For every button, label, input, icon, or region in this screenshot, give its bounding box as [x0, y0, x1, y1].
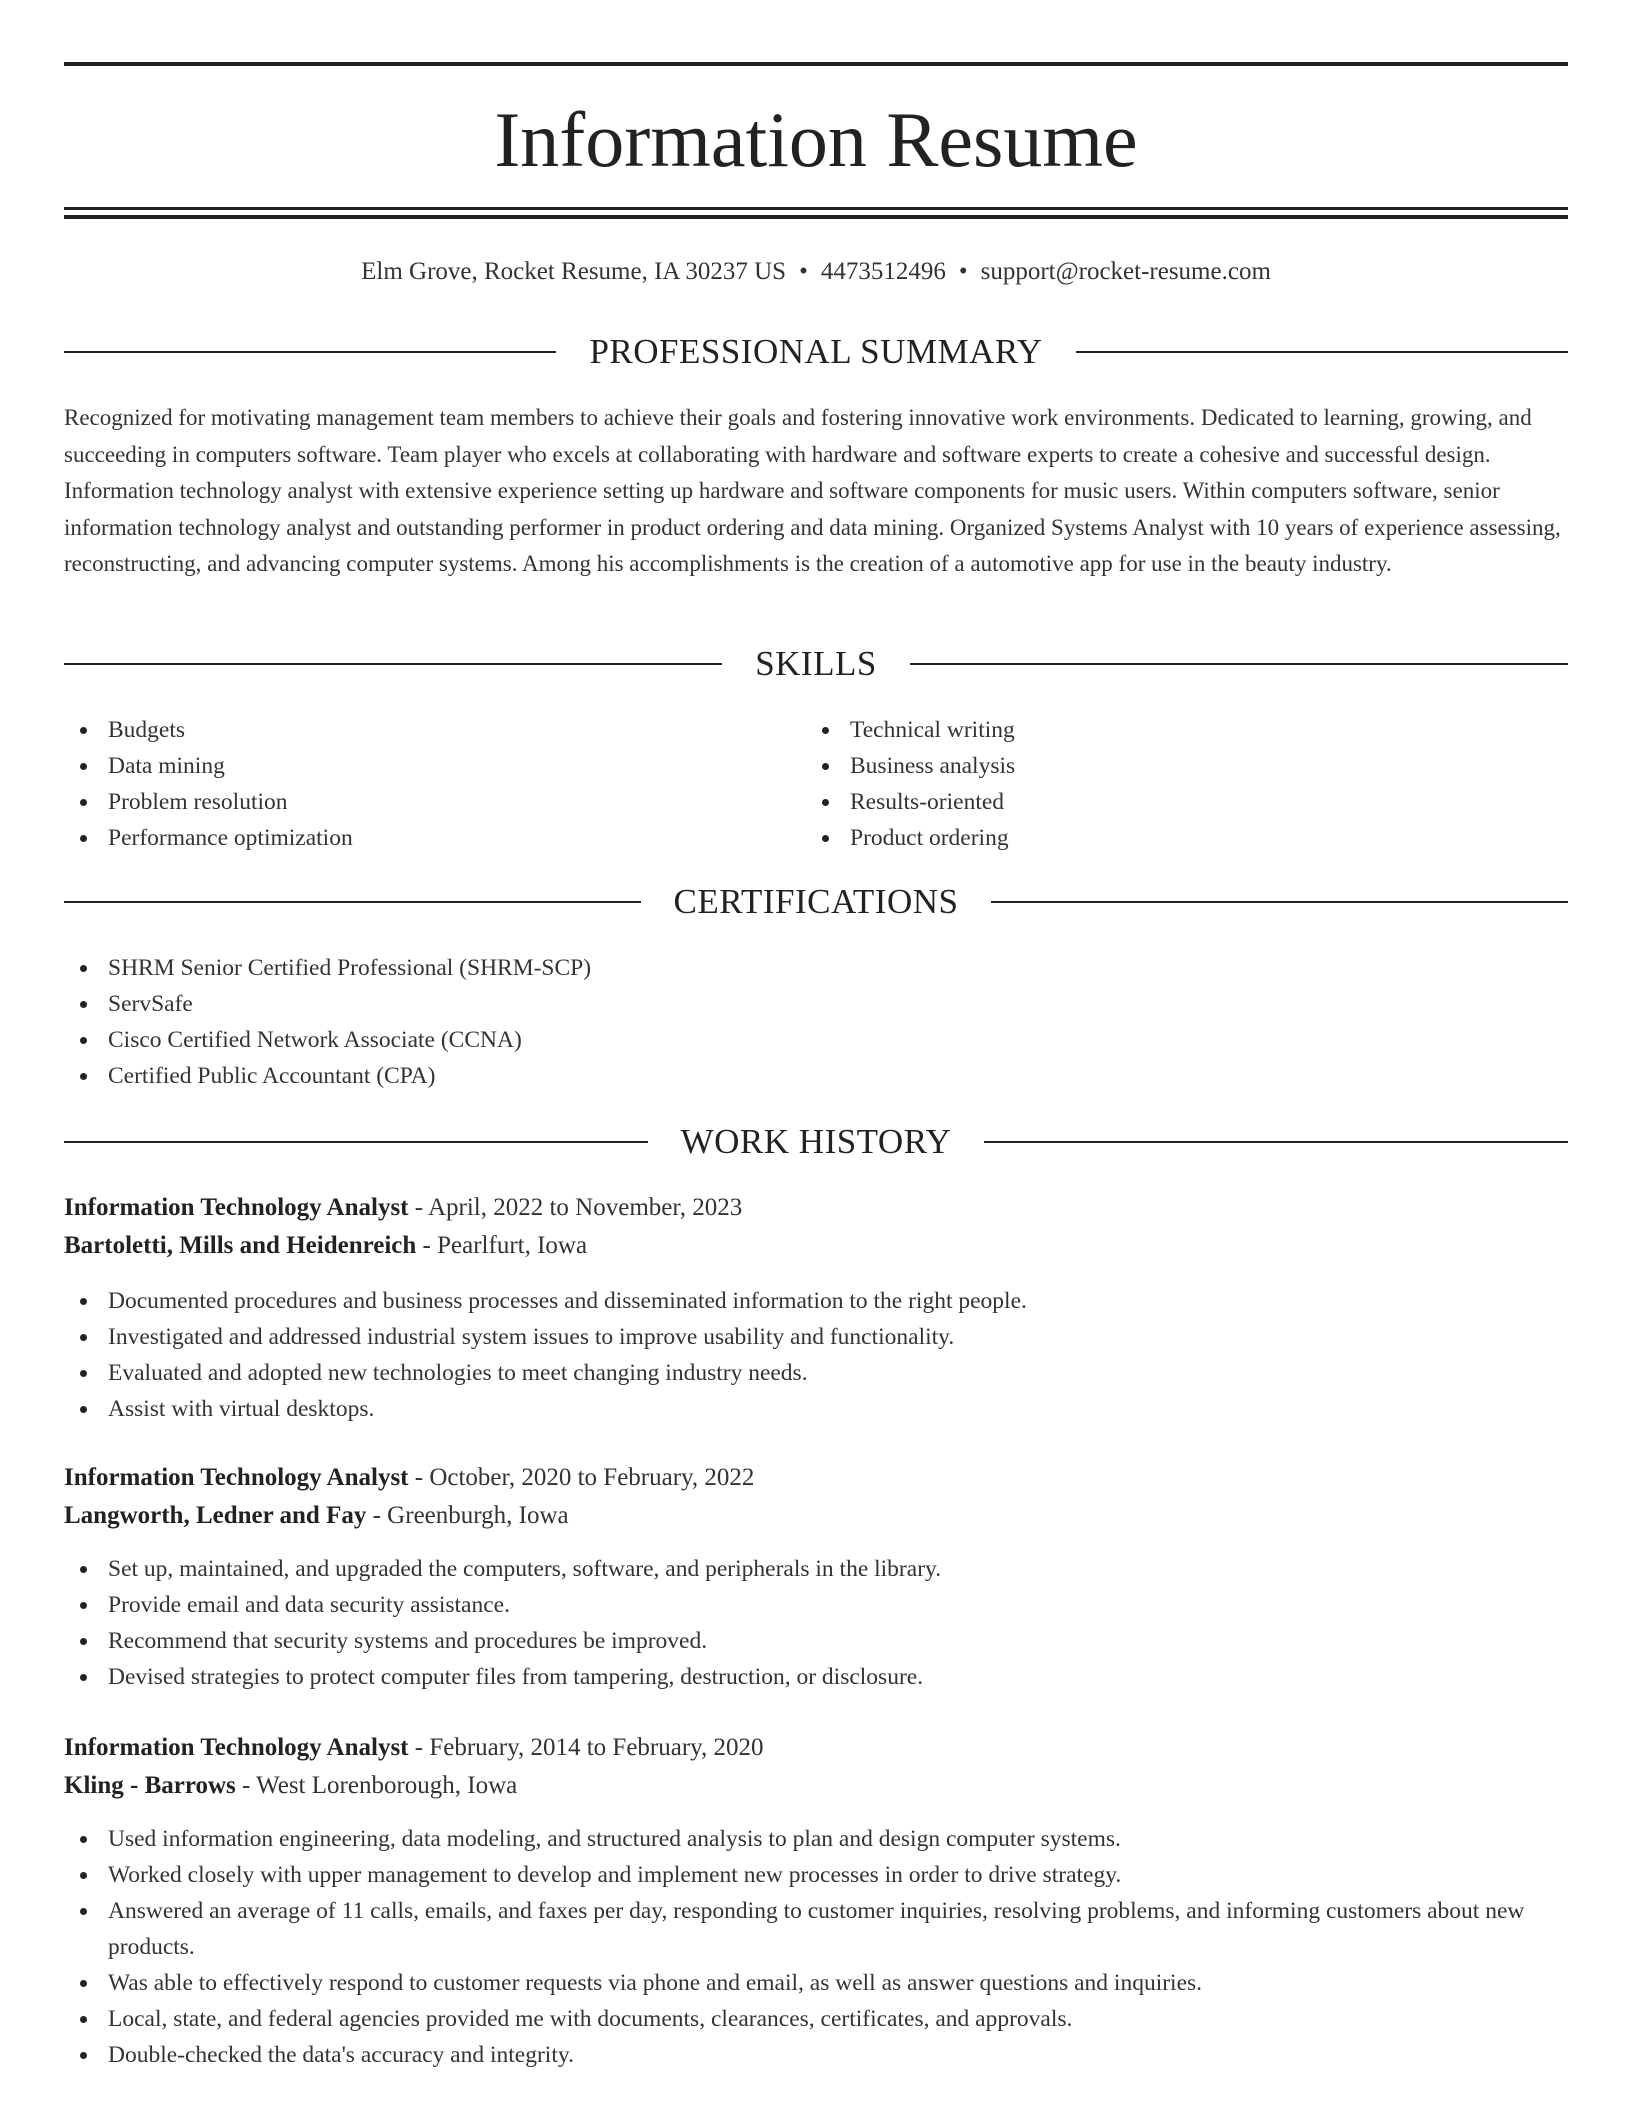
- contact-line: [64, 254, 1568, 290]
- skill-item: Problem resolution: [64, 784, 804, 820]
- job-bullet: Evaluated and adopted new technologies to meet changing industry needs.: [64, 1355, 1568, 1391]
- skills-list-right: [806, 712, 1546, 856]
- job-bullet: Used information engineering, data modeling, and structured analysis to plan and design computer systems.: [64, 1821, 1568, 1857]
- divider-line: [64, 351, 556, 353]
- job-location: - West Lorenborough, Iowa: [242, 1772, 518, 1799]
- section-heading-summary: [64, 330, 1568, 374]
- skill-item: Results-oriented: [806, 784, 1546, 820]
- job-dates: - October, 2020 to February, 2022: [414, 1464, 755, 1491]
- job-employer: Langworth, Ledner and Fay: [64, 1502, 367, 1529]
- section-title: WORK HISTORY: [680, 1122, 952, 1161]
- job-employer-line: [64, 1768, 1568, 1804]
- skill-item: Budgets: [64, 712, 804, 748]
- skill-item: Performance optimization: [64, 820, 804, 856]
- skill-item: Business analysis: [806, 748, 1546, 784]
- section-heading-certifications: [64, 880, 1568, 924]
- contact-email: support@rocket-resume.com: [980, 258, 1271, 285]
- job-employer-line: [64, 1498, 1568, 1534]
- job-bullet: Documented procedures and business processes and disseminated information to the right people.: [64, 1283, 1568, 1319]
- job-bullets: [64, 1821, 1568, 2073]
- divider-line: [64, 663, 722, 665]
- section-title: PROFESSIONAL SUMMARY: [589, 332, 1043, 371]
- certifications-list: [64, 950, 1568, 1094]
- job-bullet: Local, state, and federal agencies provided me with documents, clearances, certificates, and approvals.: [64, 2001, 1568, 2037]
- job-title: Information Technology Analyst: [64, 1734, 409, 1761]
- contact-separator: •: [799, 258, 808, 285]
- section-heading-skills: [64, 642, 1568, 686]
- job-dates: - February, 2014 to February, 2020: [414, 1734, 764, 1761]
- divider-line: [910, 663, 1568, 665]
- header-top-rule: [64, 62, 1568, 66]
- divider-line: [1076, 351, 1568, 353]
- job-bullets: [64, 1551, 1568, 1695]
- job-bullet: Set up, maintained, and upgraded the computers, software, and peripherals in the library.: [64, 1551, 1568, 1587]
- job-title: Information Technology Analyst: [64, 1464, 409, 1491]
- certification-item: Certified Public Accountant (CPA): [64, 1058, 1568, 1094]
- job-bullet: Double-checked the data's accuracy and integrity.: [64, 2037, 1568, 2073]
- divider-line: [64, 1141, 648, 1143]
- contact-address: Elm Grove, Rocket Resume, IA 30237 US: [361, 258, 787, 285]
- job-bullet: Assist with virtual desktops.: [64, 1391, 1568, 1427]
- job-location: - Pearlfurt, Iowa: [422, 1232, 588, 1259]
- header-bottom-rule: [64, 207, 1568, 210]
- section-heading-work-history: [64, 1120, 1568, 1164]
- job-bullet: Was able to effectively respond to customer requests via phone and email, as well as answer questions and inquiries.: [64, 1965, 1568, 2001]
- job-employer: Bartoletti, Mills and Heidenreich: [64, 1232, 417, 1259]
- skill-item: Technical writing: [806, 712, 1546, 748]
- contact-separator: •: [958, 258, 968, 285]
- skills-list-left: [64, 712, 804, 856]
- resume-title: Information Resume: [494, 96, 1138, 183]
- job-bullets: [64, 1283, 1568, 1427]
- job-dates: - April, 2022 to November, 2023: [414, 1194, 743, 1221]
- skill-item: Product ordering: [806, 820, 1546, 856]
- job-title-line: [64, 1730, 1568, 1766]
- header-bottom-rule-2: [64, 215, 1568, 219]
- divider-line: [991, 901, 1568, 903]
- divider-line: [64, 901, 641, 903]
- job-title: Information Technology Analyst: [64, 1194, 409, 1221]
- job-bullet: Devised strategies to protect computer files from tampering, destruction, or disclosure.: [64, 1659, 1568, 1695]
- certification-item: SHRM Senior Certified Professional (SHRM-SCP): [64, 950, 1568, 986]
- job-bullet: Provide email and data security assistance.: [64, 1587, 1568, 1623]
- job-bullet: Worked closely with upper management to develop and implement new processes in order to drive strategy.: [64, 1857, 1568, 1893]
- professional-summary: Recognized for motivating management team members to achieve their goals and fostering innovative work environments. Dedicated to learning, growing, and succeeding in computers software. Team player who excels at collaborating with hardware and software experts to create a cohesive and successful design. Information technology analyst with extensive experience setting up hardware and software components for music users. Within computers software, senior information technology analyst and outstanding performer in product ordering and data mining. Organized Systems Analyst with 10 years of experience assessing, reconstructing, and advancing computer systems. Among his accomplishments is the creation of a automotive app for use in the beauty industry.: [64, 405, 1561, 576]
- contact-phone: 4473512496: [820, 258, 946, 285]
- job-title-line: [64, 1190, 1568, 1226]
- job-bullet: Recommend that security systems and procedures be improved.: [64, 1623, 1568, 1659]
- skill-item: Data mining: [64, 748, 804, 784]
- certification-item: ServSafe: [64, 986, 1568, 1022]
- job-bullet: Answered an average of 11 calls, emails, and faxes per day, responding to customer inquiries, resolving problems, and informing customers about new products.: [64, 1893, 1568, 1965]
- job-title-line: [64, 1460, 1568, 1496]
- divider-line: [984, 1141, 1568, 1143]
- section-title: CERTIFICATIONS: [673, 882, 959, 921]
- job-location: - Greenburgh, Iowa: [372, 1502, 569, 1529]
- section-title: SKILLS: [755, 644, 877, 683]
- job-employer: Kling - Barrows: [64, 1772, 236, 1799]
- job-employer-line: [64, 1228, 1568, 1264]
- job-bullet: Investigated and addressed industrial system issues to improve usability and functionality.: [64, 1319, 1568, 1355]
- certification-item: Cisco Certified Network Associate (CCNA): [64, 1022, 1568, 1058]
